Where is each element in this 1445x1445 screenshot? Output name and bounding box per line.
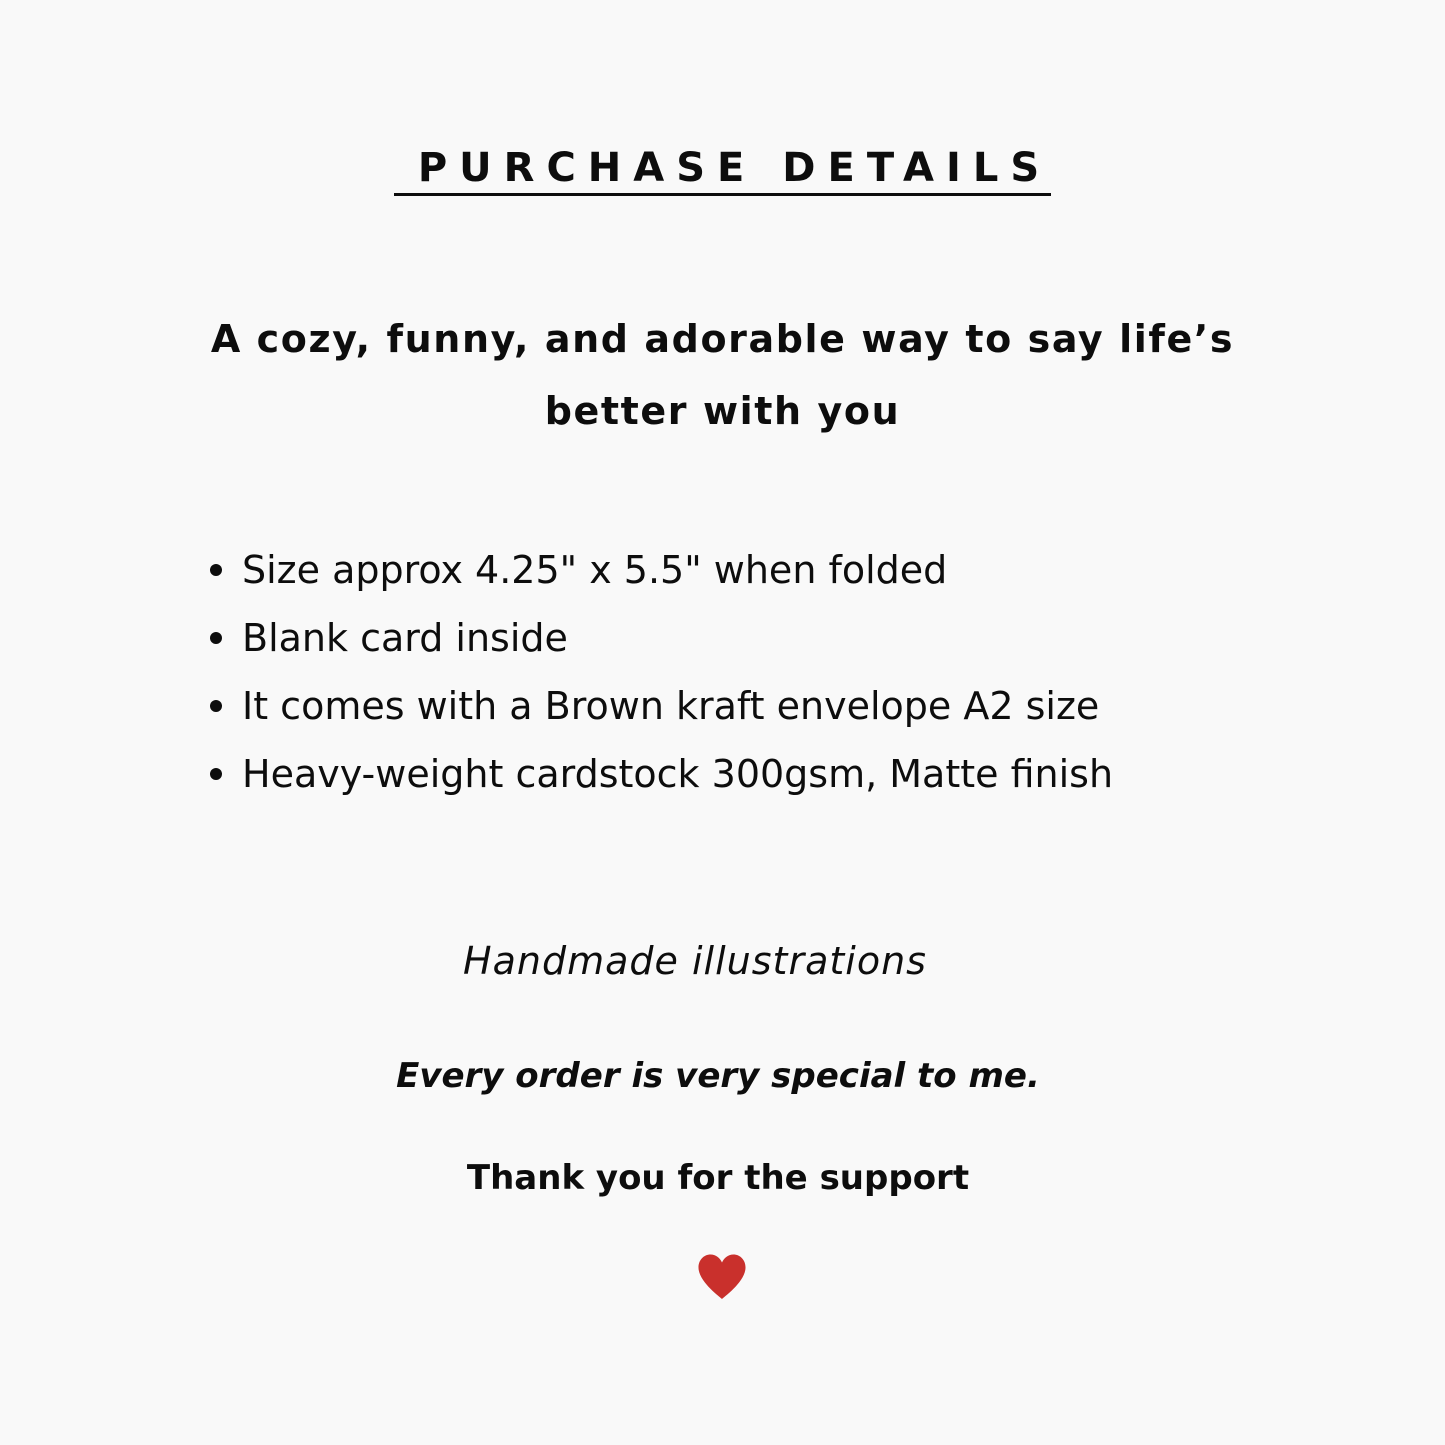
bullet-icon — [210, 632, 222, 644]
page-title-text: PURCHASE DETAILS — [394, 143, 1051, 196]
list-item — [205, 672, 1305, 740]
list-item — [205, 604, 1305, 672]
thanks-note: Thank you for the support — [466, 1158, 970, 1198]
feature-text: Blank card inside — [242, 616, 568, 660]
page-title — [0, 143, 1445, 196]
feature-text: Heavy-weight cardstock 300gsm, Matte finish — [242, 752, 1114, 796]
bullet-icon — [210, 564, 222, 576]
feature-text: It comes with a Brown kraft envelope A2 size — [242, 684, 1100, 728]
list-item — [205, 740, 1305, 808]
feature-text: Size approx 4.25" x 5.5" when folded — [242, 548, 948, 592]
handmade-note: Handmade illustrations — [463, 939, 927, 983]
bullet-icon — [210, 700, 222, 712]
special-note: Every order is very special to me. — [396, 1056, 1040, 1096]
tagline: A cozy, funny, and adorable way to say life’s better with you — [210, 317, 1235, 433]
heart-icon — [696, 1253, 748, 1301]
heart-shape — [698, 1255, 745, 1300]
bullet-icon — [210, 768, 222, 780]
list-item — [205, 536, 1305, 604]
features-list — [205, 536, 1305, 808]
